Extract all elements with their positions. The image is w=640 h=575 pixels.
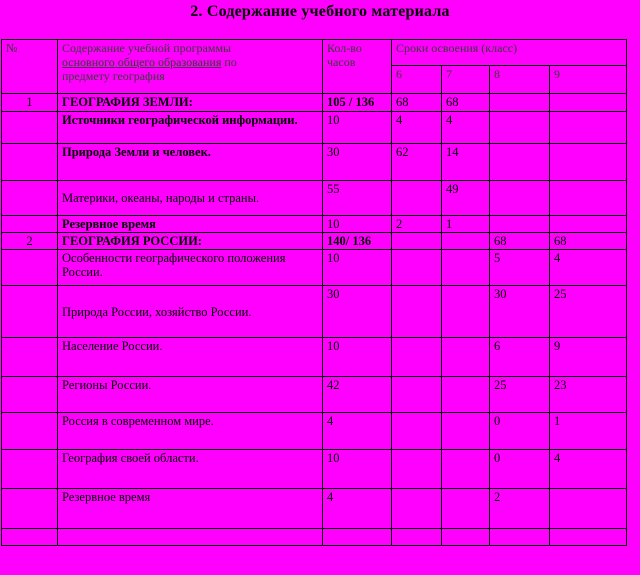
table-row bbox=[2, 286, 627, 338]
table-row bbox=[2, 181, 627, 216]
cell-hours: 140/ 136 bbox=[323, 233, 392, 250]
table-row bbox=[2, 144, 627, 181]
cell-grade-6: 4 bbox=[392, 112, 442, 144]
cell-grade-8 bbox=[490, 144, 550, 181]
cell-grade-8: 25 bbox=[490, 377, 550, 413]
table-row bbox=[2, 529, 627, 546]
cell-hours: 105 / 136 bbox=[323, 94, 392, 112]
header-terms: Сроки освоения (класс) bbox=[392, 40, 627, 66]
cell-grade-7 bbox=[442, 233, 490, 250]
cell-hours: 30 bbox=[323, 286, 392, 338]
page-title: 2. Содержание учебного материала bbox=[190, 3, 450, 20]
cell-grade-7 bbox=[442, 286, 490, 338]
cell-num bbox=[2, 216, 58, 233]
cell-hours: 42 bbox=[323, 377, 392, 413]
cell-grade-9: 25 bbox=[550, 286, 627, 338]
header-row bbox=[2, 40, 627, 66]
cell-grade-8: 0 bbox=[490, 413, 550, 450]
cell-num bbox=[2, 489, 58, 529]
table-row bbox=[2, 233, 627, 250]
cell-name: Регионы России. bbox=[58, 377, 323, 413]
cell-num bbox=[2, 250, 58, 286]
header-content-line1: Содержание учебной программы bbox=[62, 41, 232, 55]
cell-name: География своей области. bbox=[58, 450, 323, 489]
grade-header-8: 8 bbox=[490, 66, 550, 94]
header-hours bbox=[323, 40, 392, 94]
cell-grade-8 bbox=[490, 112, 550, 144]
cell-grade-8: 0 bbox=[490, 450, 550, 489]
cell-grade-7 bbox=[442, 529, 490, 546]
cell-num: 2 bbox=[2, 233, 58, 250]
cell-num: 1 bbox=[2, 94, 58, 112]
cell-hours: 10 bbox=[323, 450, 392, 489]
cell-grade-8 bbox=[490, 181, 550, 216]
cell-grade-9 bbox=[550, 216, 627, 233]
header-content-line2: основного общего образования bbox=[62, 55, 222, 69]
cell-name: Источники географической информации. bbox=[58, 112, 323, 144]
header-hours-line1: Кол-во bbox=[327, 41, 362, 55]
cell-grade-9 bbox=[550, 94, 627, 112]
cell-num bbox=[2, 286, 58, 338]
cell-grade-6 bbox=[392, 489, 442, 529]
cell-hours: 30 bbox=[323, 144, 392, 181]
cell-grade-8 bbox=[490, 216, 550, 233]
cell-grade-6 bbox=[392, 450, 442, 489]
cell-name: ГЕОГРАФИЯ ЗЕМЛИ: bbox=[58, 94, 323, 112]
cell-grade-7 bbox=[442, 489, 490, 529]
table-row bbox=[2, 338, 627, 377]
cell-grade-6 bbox=[392, 233, 442, 250]
cell-name: Особенности географического положения России. bbox=[58, 250, 323, 286]
cell-name: ГЕОГРАФИЯ РОССИИ: bbox=[58, 233, 323, 250]
cell-grade-9: 1 bbox=[550, 413, 627, 450]
cell-grade-7: 68 bbox=[442, 94, 490, 112]
cell-name: Природа Земли и человек. bbox=[58, 144, 323, 181]
cell-grade-6 bbox=[392, 338, 442, 377]
cell-grade-6 bbox=[392, 529, 442, 546]
grade-header-9: 9 bbox=[550, 66, 627, 94]
cell-grade-9: 68 bbox=[550, 233, 627, 250]
cell-hours: 10 bbox=[323, 112, 392, 144]
cell-num bbox=[2, 450, 58, 489]
grade-header-7: 7 bbox=[442, 66, 490, 94]
cell-hours: 55 bbox=[323, 181, 392, 216]
cell-num bbox=[2, 529, 58, 546]
cell-num bbox=[2, 144, 58, 181]
cell-grade-7 bbox=[442, 338, 490, 377]
cell-grade-6 bbox=[392, 181, 442, 216]
cell-hours: 4 bbox=[323, 489, 392, 529]
cell-grade-6 bbox=[392, 286, 442, 338]
cell-grade-8: 5 bbox=[490, 250, 550, 286]
header-num: № bbox=[2, 40, 58, 94]
cell-hours: 10 bbox=[323, 216, 392, 233]
table-row bbox=[2, 413, 627, 450]
cell-grade-7 bbox=[442, 413, 490, 450]
cell-grade-9 bbox=[550, 529, 627, 546]
cell-grade-9: 4 bbox=[550, 250, 627, 286]
cell-grade-6: 68 bbox=[392, 94, 442, 112]
cell-name: Население России. bbox=[58, 338, 323, 377]
cell-grade-9: 23 bbox=[550, 377, 627, 413]
cell-name: Россия в современном мире. bbox=[58, 413, 323, 450]
cell-grade-8: 2 bbox=[490, 489, 550, 529]
grade-header-6: 6 bbox=[392, 66, 442, 94]
cell-grade-7: 14 bbox=[442, 144, 490, 181]
cell-num bbox=[2, 413, 58, 450]
cell-grade-7 bbox=[442, 377, 490, 413]
cell-grade-6 bbox=[392, 250, 442, 286]
curriculum-table bbox=[1, 39, 627, 546]
cell-grade-9: 9 bbox=[550, 338, 627, 377]
cell-grade-7: 49 bbox=[442, 181, 490, 216]
cell-num bbox=[2, 181, 58, 216]
cell-grade-6 bbox=[392, 413, 442, 450]
cell-name: Природа России, хозяйство России. bbox=[58, 286, 323, 338]
cell-grade-8: 6 bbox=[490, 338, 550, 377]
cell-grade-7 bbox=[442, 450, 490, 489]
cell-name: Резервное время bbox=[58, 489, 323, 529]
cell-grade-9 bbox=[550, 144, 627, 181]
table-row bbox=[2, 377, 627, 413]
cell-grade-6: 2 bbox=[392, 216, 442, 233]
cell-grade-9 bbox=[550, 489, 627, 529]
cell-grade-8 bbox=[490, 94, 550, 112]
header-content-line3: по bbox=[224, 55, 237, 69]
cell-grade-9 bbox=[550, 181, 627, 216]
cell-grade-8 bbox=[490, 529, 550, 546]
table-row bbox=[2, 112, 627, 144]
cell-grade-9: 4 bbox=[550, 450, 627, 489]
cell-name: Материки, океаны, народы и страны. bbox=[58, 181, 323, 216]
table-row bbox=[2, 489, 627, 529]
header-hours-line2: часов bbox=[327, 55, 356, 69]
cell-hours: 4 bbox=[323, 413, 392, 450]
cell-grade-8: 30 bbox=[490, 286, 550, 338]
cell-grade-6: 62 bbox=[392, 144, 442, 181]
cell-grade-9 bbox=[550, 112, 627, 144]
cell-num bbox=[2, 377, 58, 413]
cell-grade-6 bbox=[392, 377, 442, 413]
cell-hours bbox=[323, 529, 392, 546]
cell-num bbox=[2, 112, 58, 144]
table-row bbox=[2, 250, 627, 286]
header-content-line4: предмету география bbox=[62, 69, 165, 83]
cell-hours: 10 bbox=[323, 338, 392, 377]
table-row bbox=[2, 94, 627, 112]
cell-name bbox=[58, 529, 323, 546]
cell-grade-7: 1 bbox=[442, 216, 490, 233]
cell-num bbox=[2, 338, 58, 377]
table-row bbox=[2, 216, 627, 233]
cell-grade-8: 68 bbox=[490, 233, 550, 250]
cell-grade-7 bbox=[442, 250, 490, 286]
table-row bbox=[2, 450, 627, 489]
cell-grade-7: 4 bbox=[442, 112, 490, 144]
cell-hours: 10 bbox=[323, 250, 392, 286]
header-content bbox=[58, 40, 323, 94]
cell-name: Резервное время bbox=[58, 216, 323, 233]
